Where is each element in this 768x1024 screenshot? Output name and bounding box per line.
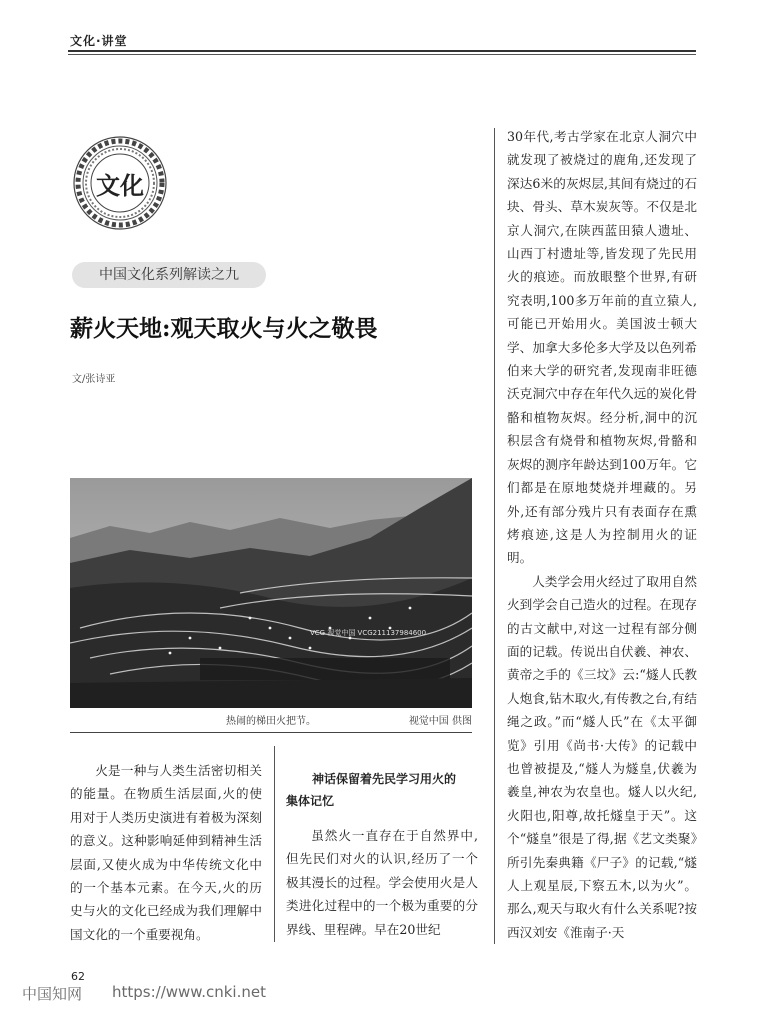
page-number: 62 <box>71 970 85 983</box>
cnki-logo: 中国知网 <box>22 985 83 1003</box>
paragraph: 30年代,考古学家在北京人洞穴中就发现了被烧过的鹿角,还发现了深达6米的灰烬层,其间有烧过的石块、骨头、草木炭灰等。不仅是北京人洞穴,在陕西蓝田猿人遗址、山西丁村遗址等,皆发现了先民用火的痕迹。而放眼整个世界,有研究表明,100多万年前的直立猿人,可能已开始用火。美国波士顿大学、加拿大多伦多大学及以色列希伯来大学的研究者,发现南非旺德沃克洞穴中存在年代久远的炭化骨骼和植物灰烬。经分析,洞中的沉积层含有烧骨和植物灰烬,骨骼和灰烬的测序年龄达到100万年。它们都是在原地焚烧并埋藏的。另外,还有部分残片只有表面存在熏烤痕迹,这是人为控制用火的证明。 <box>507 129 697 566</box>
subheading-line-1: 神话保留着先民学习用火的 <box>312 772 457 786</box>
caption-credit: 视觉中国 供图 <box>408 716 472 727</box>
column-divider <box>494 128 495 944</box>
article-title: 薪火天地:观天取火与火之敬畏 <box>70 315 378 342</box>
photo-watermark: VCG 视觉中国 VCG211137984600 <box>310 629 427 637</box>
rice-terrace-photo <box>70 478 472 708</box>
caption-text: 热闹的梯田火把节。 <box>226 716 316 727</box>
series-tag: 中国文化系列解读之九 <box>72 262 266 288</box>
header-rule <box>68 50 696 52</box>
caption-rule <box>70 732 472 733</box>
body-column-middle <box>286 768 478 941</box>
body-column-left <box>70 759 262 946</box>
subheading-line-2: 集体记忆 <box>286 794 335 808</box>
section-subheading <box>286 768 478 812</box>
paragraph: 人类学会用火经过了取用自然火到学会自己造火的过程。在现存的古文献中,对这一过程有部分侧面的记载。传说出自伏羲、神农、黄帝之手的《三坟》云:“燧人氏教人炮食,钻木取火,有传教之台,有结绳之政。”而“燧人氏”在《太平御览》引用《尚书·大传》的记载中也曾被提及,“燧人为燧皇,伏羲为羲皇,神农为农皇也。燧人以火纪,火阳也,阳尊,故托燧皇于天”。这个“燧皇”很是了得,据《艺文类聚》所引先秦典籍《尸子》的记载,“燧人上观星辰,下察五木,以为火”。那么,观天与取火有什么关系呢?按西汉刘安《淮南子·天 <box>507 573 697 940</box>
source-url[interactable]: https://www.cnki.net <box>112 983 266 1001</box>
section-label: 文化·讲堂 <box>70 34 128 48</box>
paragraph: 火是一种与人类生活密切相关的能量。在物质生活层面,火的使用对于人类历史演进有着极为深刻的意义。这种影响延伸到精神生活层面,又使火成为中华传统文化中的一个基本元素。在今天,火的历史与火的文化已经成为我们理解中国文化的一个重要视角。 <box>70 763 262 942</box>
author-byline: 文/张诗亚 <box>72 374 116 385</box>
column-divider <box>274 746 275 942</box>
header-rule-thin <box>68 54 696 55</box>
emblem-text: 文化 <box>96 171 144 200</box>
body-column-right <box>507 125 697 944</box>
paragraph: 虽然火一直存在于自然界中,但先民们对火的认识,经历了一个极其漫长的过程。学会使用火是人类进化过程中的一个极为重要的分界线、里程碑。早在20世纪 <box>286 828 478 937</box>
